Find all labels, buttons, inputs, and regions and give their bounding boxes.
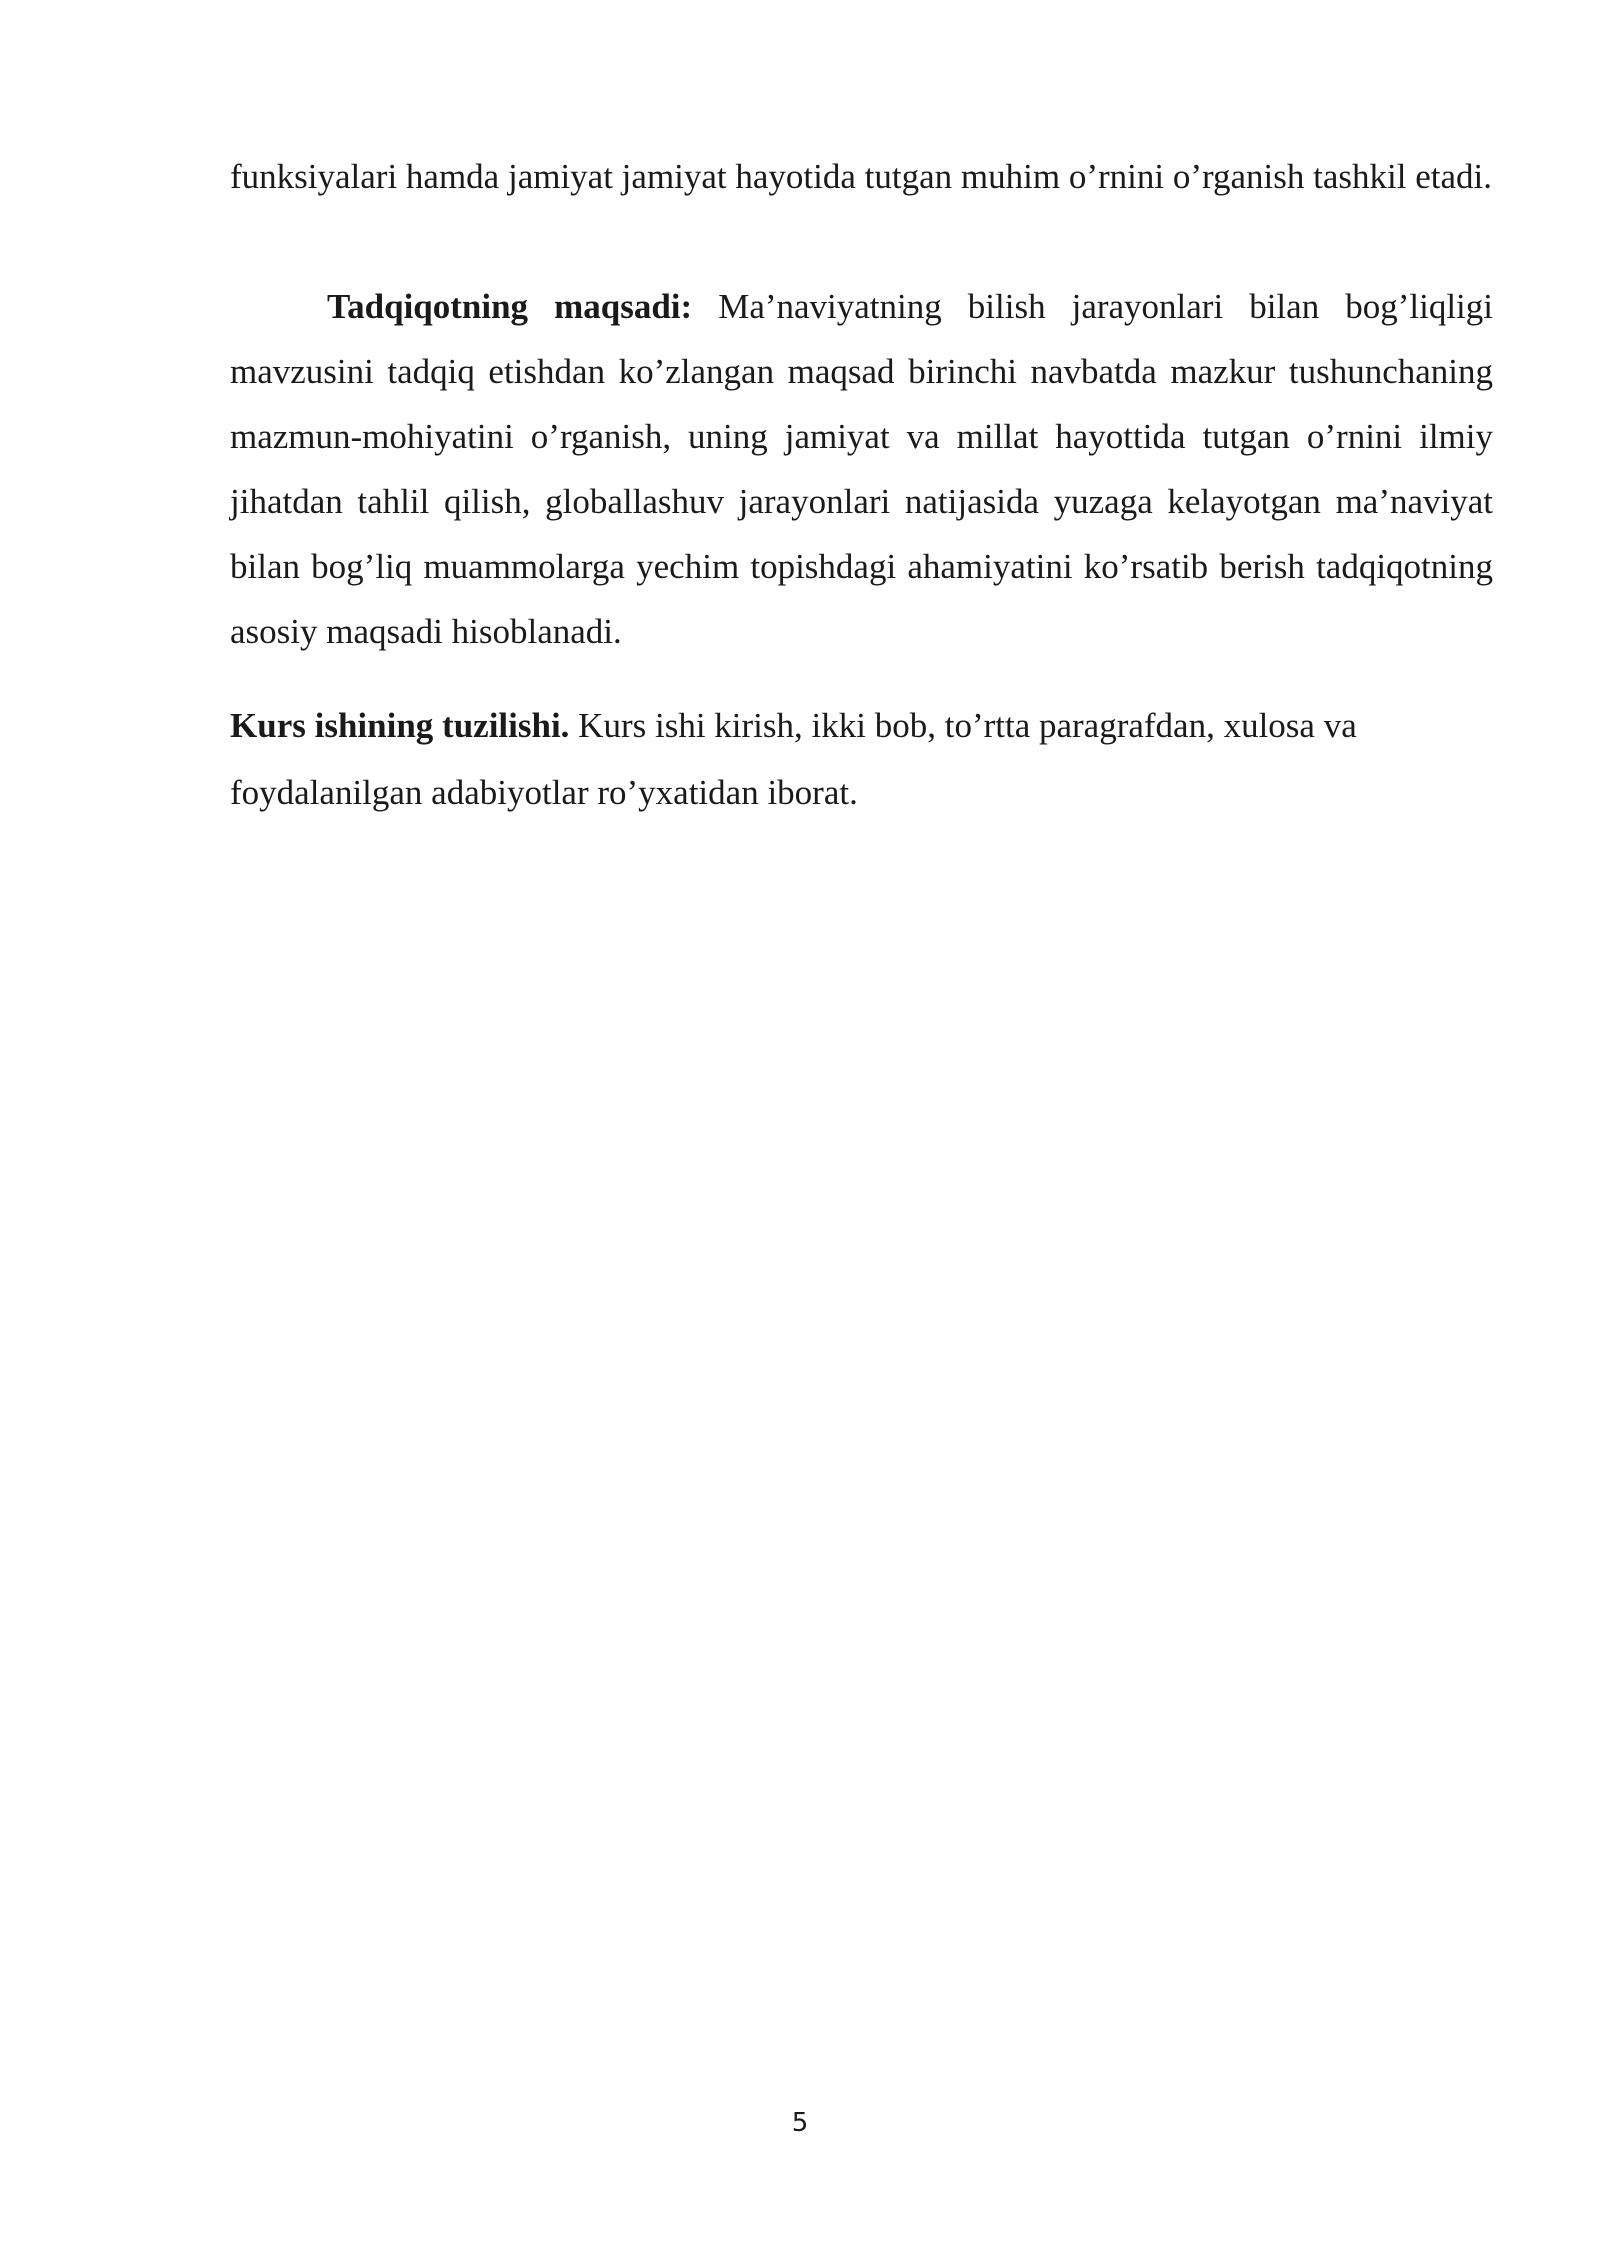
paragraph-course-structure: [230, 692, 1493, 826]
course-structure-heading: Kurs ishining tuzilishi.: [230, 706, 570, 745]
course-structure-text: Kurs ishi kirish, ikki bob, to’rtta paragrafdan, xulosa va foydalanilgan adabiyotlar ro’yxatidan iborat.: [230, 706, 1357, 812]
paragraph-intro-continuation: [230, 144, 1493, 209]
research-goal-heading: Tadqiqotning maqsadi:: [327, 287, 693, 326]
page-number: 5: [791, 2108, 809, 2138]
paragraph-text: funksiyalari hamda jamiyat jamiyat hayotida tutgan muhim o’rnini o’rganish tashkil etadi.: [230, 157, 1492, 196]
paragraph-research-goal: [230, 274, 1493, 664]
research-goal-text: Ma’naviyatning bilish jarayonlari bilan bog’liqligi mavzusini tadqiq etishdan ko’zlangan maqsad birinchi navbatda mazkur tushunchaning mazmun-mohiyatini o’rganish, uning jamiyat va millat hayottida tutgan o’rnini ilmiy jihatdan tahlil qilish, globallashuv jarayonlari natijasida yuzaga kelayotgan ma’naviyat bilan bog’liq muammolarga yechim topishdagi ahamiyatini ko’rsatib berish tadqiqotning asosiy maqsadi hisoblanadi.: [230, 287, 1493, 651]
